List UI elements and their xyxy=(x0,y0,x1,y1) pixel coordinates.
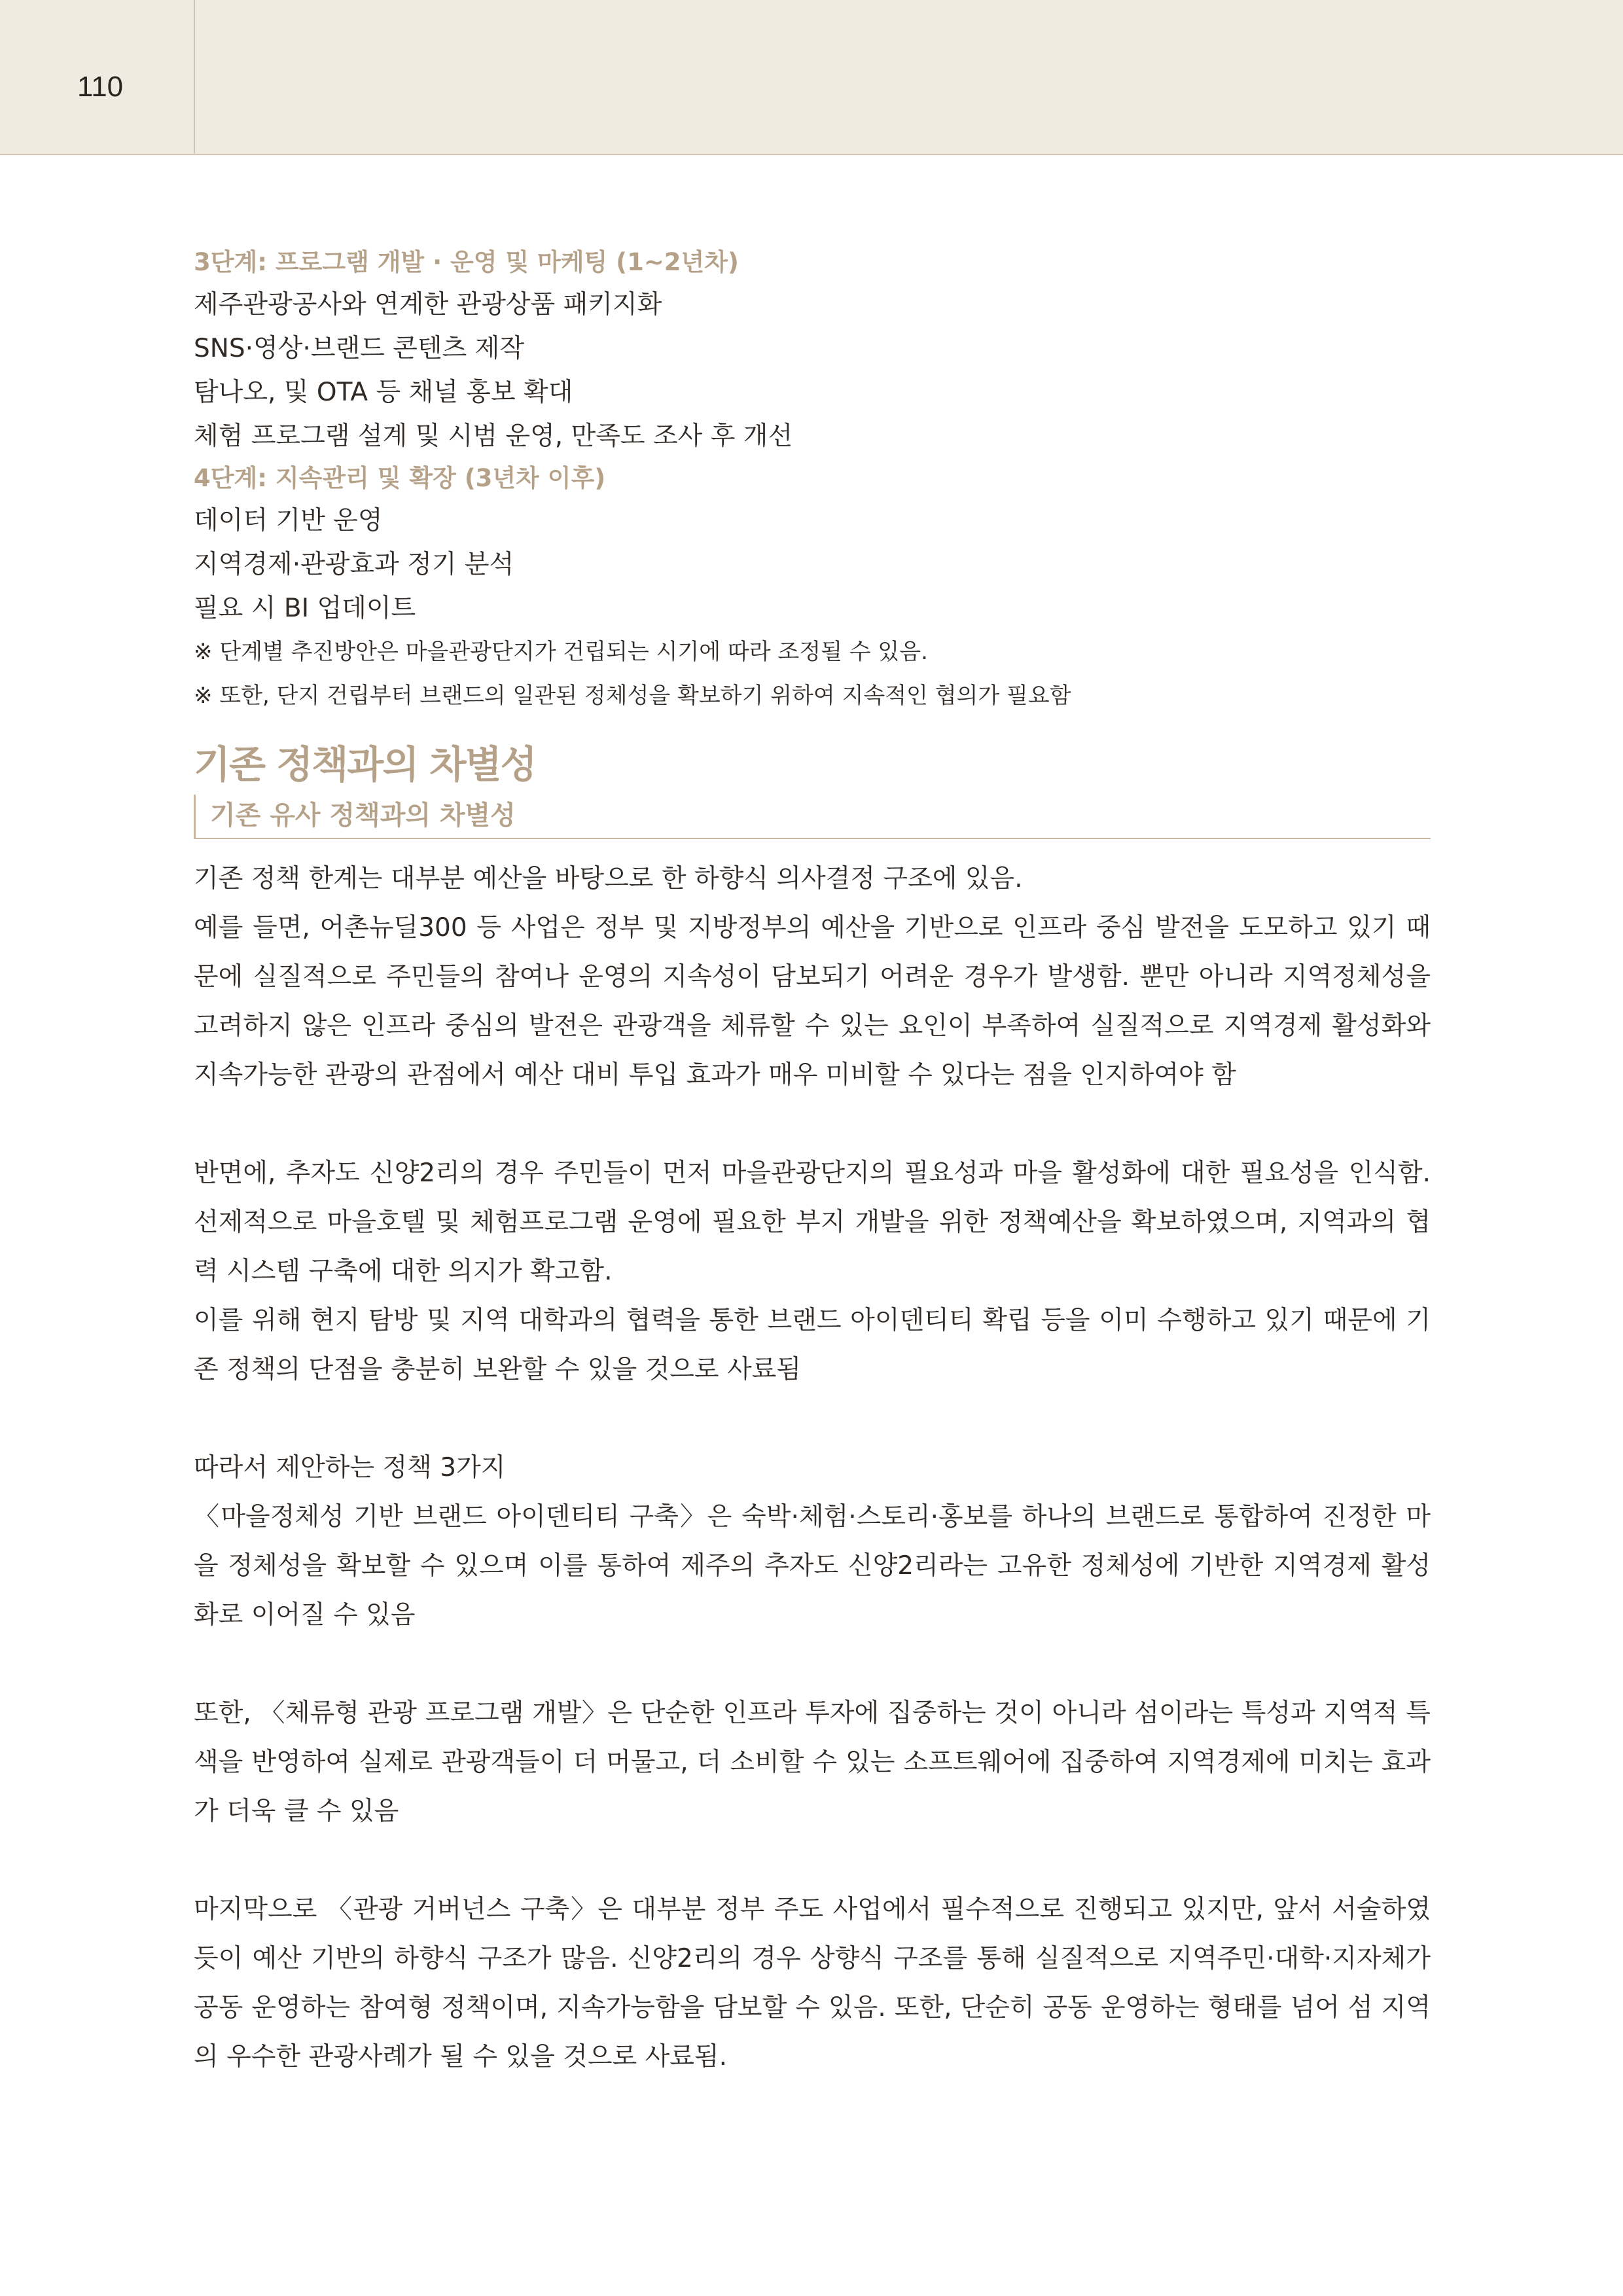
paragraph xyxy=(194,854,1431,1100)
page-number: 110 xyxy=(77,71,124,103)
phase-3-item: 제주관광공사와 연계한 관광상품 패키지화 xyxy=(194,290,662,319)
phase-4-item: 필요 시 BI 업데이트 xyxy=(194,594,416,623)
phase-3-title: 3단계: 프로그램 개발 · 운영 및 마케팅 (1~2년차) xyxy=(194,248,739,276)
page-header xyxy=(0,0,1623,155)
note: ※ 또한, 단지 건립부터 브랜드의 일관된 정체성을 확보하기 위하여 지속적인 협의가 필요함 xyxy=(194,683,1071,709)
section-title: 기존 정책과의 차별성 xyxy=(194,742,536,787)
header-divider xyxy=(194,0,195,154)
phase-4-item: 지역경제·관광효과 정기 분석 xyxy=(194,550,514,579)
phase-4-title: 4단계: 지속관리 및 확장 (3년차 이후) xyxy=(194,464,606,492)
paragraph xyxy=(194,1885,1431,2081)
paragraph-text: 반면에, 추자도 신양2리의 경우 주민들이 먼저 마을관광단지의 필요성과 마을 활성화에 대한 필요성을 인식함. 선제적으로 마을호텔 및 체험프로그램 운영에 필요한 부지 개발을 위한 정책예산을 확보하였으며, 지역과의 협력 시스템 구축에 대한 의지가 확고함. xyxy=(194,1158,1431,1286)
phase-3-item: SNS·영상·브랜드 콘텐츠 제작 xyxy=(194,334,525,363)
paragraph-text: 예를 들면, 어촌뉴딜300 등 사업은 정부 및 지방정부의 예산을 기반으로 인프라 중심 발전을 도모하고 있기 때문에 실질적으로 주민들의 참여나 운영의 지속성이 담보되기 어려운 경우가 발생함. 뿐만 아니라 지역정체성을 고려하지 않은 인프라 중심의 발전은 관광객을 체류할 수 있는 요인이 부족하여 실질적으로 지역경제 활성화와 지속가능한 관광의 관점에서 예산 대비 투입 효과가 매우 미비할 수 있다는 점을 인지하여야 함 xyxy=(194,913,1431,1090)
phase-4-item: 데이터 기반 운영 xyxy=(194,506,383,535)
subsection-title: 기존 유사 정책과의 차별성 xyxy=(194,795,1431,839)
phase-3-item: 체험 프로그램 설계 및 시범 운영, 만족도 조사 후 개선 xyxy=(194,422,793,451)
paragraph-text: 또한, 〈체류형 관광 프로그램 개발〉은 단순한 인프라 투자에 집중하는 것이 아니라 섬이라는 특성과 지역적 특색을 반영하여 실제로 관광객들이 더 머물고, 더 소비할 수 있는 소프트웨어에 집중하여 지역경제에 미치는 효과가 더욱 클 수 있음 xyxy=(194,1698,1431,1826)
paragraph-text: 마지막으로 〈관광 거버넌스 구축〉은 대부분 정부 주도 사업에서 필수적으로 진행되고 있지만, 앞서 서술하였듯이 예산 기반의 하향식 구조가 많음. 신양2리의 경우 상향식 구조를 통해 실질적으로 지역주민·대학·지자체가 공동 운영하는 참여형 정책이며, 지속가능함을 담보할 수 있음. 또한, 단순히 공동 운영하는 형태를 넘어 섬 지역의 우수한 관광사례가 될 수 있을 것으로 사료됨. xyxy=(194,1895,1431,2072)
paragraph-text: 기존 정책 한계는 대부분 예산을 바탕으로 한 하향식 의사결정 구조에 있음. xyxy=(194,864,1023,893)
paragraph xyxy=(194,1443,1431,1640)
paragraph-text: 이를 위해 현지 탐방 및 지역 대학과의 협력을 통한 브랜드 아이덴티티 확립 등을 이미 수행하고 있기 때문에 기존 정책의 단점을 충분히 보완할 수 있을 것으로 사료됨 xyxy=(194,1306,1431,1384)
paragraph xyxy=(194,1149,1431,1394)
paragraph-text: 따라서 제안하는 정책 3가지 xyxy=(194,1453,506,1482)
paragraph xyxy=(194,1689,1431,1836)
page-content xyxy=(194,242,1431,2081)
note: ※ 단계별 추진방안은 마을관광단지가 건립되는 시기에 따라 조정될 수 있음. xyxy=(194,639,928,665)
phase-3-item: 탐나오, 및 OTA 등 채널 홍보 확대 xyxy=(194,378,573,407)
paragraph-text: 〈마을정체성 기반 브랜드 아이덴티티 구축〉은 숙박·체험·스토리·홍보를 하나의 브랜드로 통합하여 진정한 마을 정체성을 확보할 수 있으며 이를 통하여 제주의 추자도 신양2리라는 고유한 정체성에 기반한 지역경제 활성화로 이어질 수 있음 xyxy=(194,1502,1431,1630)
